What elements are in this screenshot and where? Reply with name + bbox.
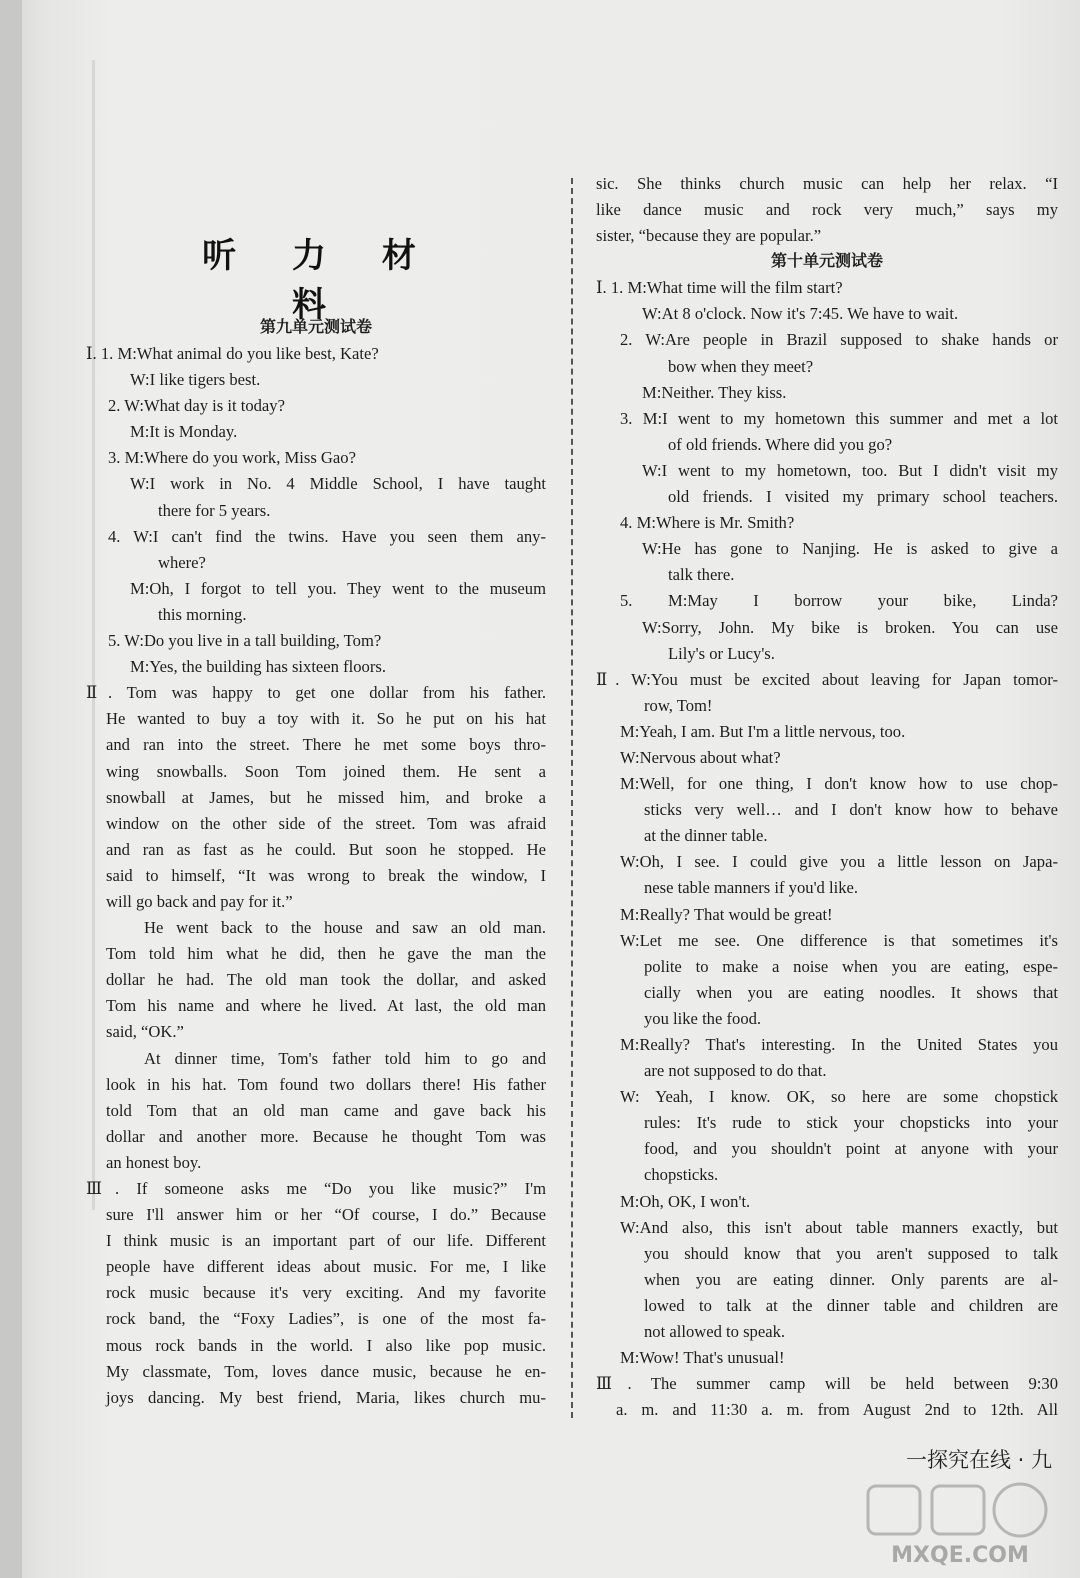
text-line: 3. M:Where do you work, Miss Gao? [108,448,356,468]
text-line: nese table manners if you'd like. [644,878,859,898]
text-line: and ran into the street. There he met some boys thro- [106,735,546,755]
text-line: window on the other side of the street. Tom was afraid [106,813,546,833]
text-line: and ran as fast as he could. But soon he stopped. He [106,839,546,859]
text-line: M:Oh, OK, I won't. [620,1191,751,1211]
text-line: of old friends. Where did you go? [668,434,893,454]
text-line: 5. M:May I borrow your bike, Linda? [620,591,1058,611]
text-line: M:It is Monday. [130,422,238,442]
text-line: Ⅲ. The summer camp will be held between 9:30 [596,1374,1058,1394]
text-line: 4. W:I can't find the twins. Have you seen them any- [108,526,546,546]
text-line: sister, “because they are popular.” [596,226,822,246]
text-line: W: Yeah, I know. OK, so here are some chopstick [620,1087,1058,1107]
text-line: M:Yes, the building has sixteen floors. [130,657,386,677]
text-line: rules: It's rude to stick your chopsticks into your [644,1113,1058,1133]
text-line: W:Sorry, John. My bike is broken. You can use [642,617,1058,637]
text-line: polite to make a noise when you are eating, espe- [644,956,1058,976]
text-line: W:He has gone to Nanjing. He is asked to give a [642,539,1058,559]
text-line: 2. W:What day is it today? [108,396,285,416]
text-line: will go back and pay for it.” [106,891,293,911]
text-line: Ⅱ. Tom was happy to get one dollar from his father. [86,683,546,703]
text-line: Tom told him what he did, then he gave the man the [106,944,546,964]
text-line: there for 5 years. [158,500,271,520]
text-line: bow when they meet? [668,356,814,376]
text-line: M:Oh, I forgot to tell you. They went to the museum [130,578,546,598]
text-line: at the dinner table. [644,826,768,846]
page-title: 听 力 材 料 [202,236,438,325]
text-line: an honest boy. [106,1152,202,1172]
text-line: wing snowballs. Soon Tom joined them. He sent a [106,761,546,781]
text-line: My classmate, Tom, loves dance music, because he en- [106,1361,546,1381]
text-line: Ⅰ. 1. M:What animal do you like best, Kate? [86,344,379,363]
text-line: cially when you are eating noodles. It shows that [644,982,1058,1002]
text-line: M:Wow! That's unusual! [620,1348,785,1368]
unit9-section-title: 第九单元测试卷 [259,317,372,336]
text-line: I think music is an important part of our life. Different [106,1231,546,1251]
text-line: a. m. and 11:30 a. m. from August 2nd to 12th. All [616,1400,1058,1420]
text-line: W:And also, this isn't about table manners exactly, but [620,1217,1058,1237]
text-line: people have different ideas about music. For me, I like [106,1257,546,1277]
text-line: dollar and another more. Because he thought Tom was [106,1126,546,1146]
text-line: lowed to talk at the dinner table and children are [644,1295,1058,1315]
text-line: Ⅲ. If someone asks me “Do you like music?” I'm [86,1179,546,1198]
text-line: dollar he had. The old man took the dollar, and asked [106,970,546,990]
svg-text:MXQE.COM: MXQE.COM [891,1543,1029,1568]
text-line: you should know that you aren't supposed to talk [644,1243,1058,1263]
text-line: M:Really? That's interesting. In the United States you [620,1035,1058,1054]
text-line: Lily's or Lucy's. [668,643,775,663]
text-line: when you are eating dinner. Only parents are al- [644,1269,1058,1289]
text-line: He wanted to buy a toy with it. So he put on his hat [106,709,546,729]
unit10-section-title: 第十单元测试卷 [770,251,883,271]
text-line: rock music because it's very exciting. And my favorite [106,1283,546,1303]
text-line: like dance music and rock very much,” says my [596,200,1058,220]
page-footer: 一探究在线 · 九 [905,1448,1052,1472]
text-line: M:Well, for one thing, I don't know how to use chop- [620,774,1058,794]
text-line: row, Tom! [644,695,713,715]
text-line: sic. She thinks church music can help her relax. “I [596,174,1058,193]
text-line: Ⅰ. 1. M:What time will the film start? [596,278,843,298]
text-line: rock band, the “Foxy Ladies”, is one of the most fa- [106,1309,546,1329]
text-line: joys dancing. My best friend, Maria, likes church mu- [106,1387,546,1407]
text-line: W:I went to my hometown, too. But I didn't visit my [642,460,1058,480]
text-line: snowball at James, but he missed him, and broke a [106,787,546,807]
text-line: this morning. [158,604,247,624]
text-line: not allowed to speak. [644,1322,786,1342]
left-column [86,313,546,1411]
text-line: 5. W:Do you live in a tall building, Tom? [108,631,382,651]
text-line: look in his hat. Tom found two dollars there! His father [106,1074,546,1094]
text-line: W:Let me see. One difference is that sometimes it's [620,930,1058,950]
text-line: W:Oh, I see. I could give you a little lesson on Japa- [620,852,1058,872]
text-line: Ⅱ. W:You must be excited about leaving for Japan tomor- [596,669,1058,689]
text-line: chopsticks. [644,1165,719,1185]
text-line: told Tom that an old man came and gave back his [106,1100,546,1120]
watermark-logo [860,1478,1060,1570]
text-line: M:Yeah, I am. But I'm a little nervous, too. [620,721,906,741]
text-line: where? [158,552,206,572]
unit10-text [596,275,1058,1423]
text-line: Tom his name and where he lived. At last, the old man [106,996,546,1016]
text-line: talk there. [668,565,735,585]
unit9-continued-text [596,171,1058,249]
unit9-text [86,341,546,1411]
text-line: are not supposed to do that. [644,1061,827,1081]
text-line: 3. M:I went to my hometown this summer and met a lot [620,408,1058,428]
text-line: mous rock bands in the world. I also like pop music. [106,1335,546,1355]
right-column [596,171,1058,1423]
text-line: said to himself, “It was wrong to break the window, I [106,865,546,885]
text-line: said, “OK.” [106,1022,184,1042]
text-line: you like the food. [644,1008,762,1028]
text-line: M:Neither. They kiss. [642,382,787,402]
page-binding-shadow [0,0,22,1578]
text-line: W:I work in No. 4 Middle School, I have taught [130,474,546,494]
text-line: old friends. I visited my primary school teachers. [668,487,1058,507]
text-line: W:I like tigers best. [130,370,261,390]
text-line: W:Nervous about what? [620,747,781,767]
text-line: sure I'll answer him or her “Of course, I do.” Because [106,1205,546,1225]
text-line: W:At 8 o'clock. Now it's 7:45. We have to wait. [642,304,959,324]
text-line: M:Really? That would be great! [620,904,833,924]
column-divider [571,178,573,1418]
text-line: 2. W:Are people in Brazil supposed to shake hands or [620,330,1058,350]
text-line: sticks very well… and I don't know how to behave [644,800,1058,820]
text-line: food, and you shouldn't point at anyone with your [644,1139,1058,1159]
text-line: He went back to the house and saw an old man. [144,918,546,938]
text-line: 4. M:Where is Mr. Smith? [620,513,795,533]
text-line: At dinner time, Tom's father told him to go and [144,1048,546,1068]
